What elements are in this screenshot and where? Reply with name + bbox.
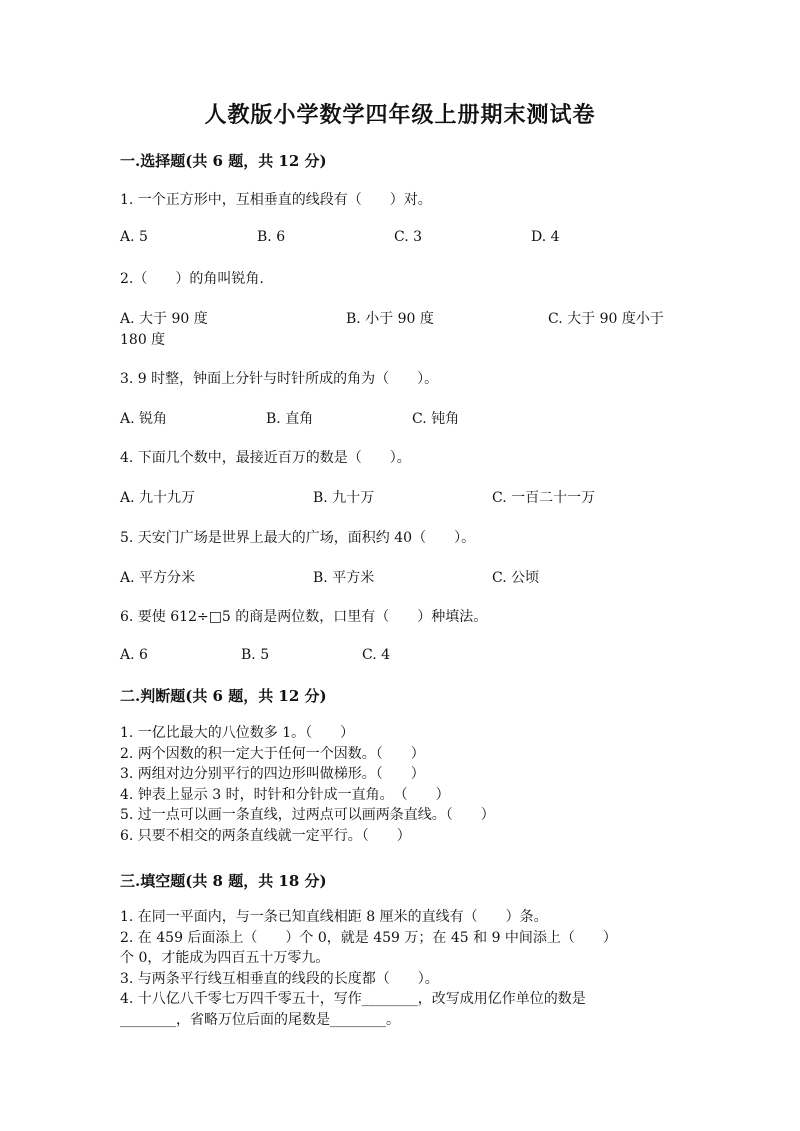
q2-option-c-continued: 180 度 (120, 332, 166, 348)
question-3: 3. 9 时整，钟面上分针与时针所成的角为（ ）。 (120, 371, 439, 387)
judge-item-5: 5. 过一点可以画一条直线，过两点可以画两条直线。（ ） (120, 807, 495, 823)
q5-option-c: C. 公顷 (492, 570, 540, 586)
q4-option-c: C. 一百二十一万 (492, 490, 596, 506)
q3-option-b: B. 直角 (266, 411, 314, 427)
q2-option-b: B. 小于 90 度 (346, 311, 434, 327)
q4-option-a: A. 九十九万 (120, 490, 196, 506)
section-header-choice: 一.选择题(共 6 题，共 12 分) (120, 152, 327, 170)
fill-item-1: 1. 在同一平面内，与一条已知直线相距 8 厘米的直线有（ ）条。 (120, 909, 548, 925)
judge-item-3: 3. 两组对边分别平行的四边形叫做梯形。（ ） (120, 766, 425, 782)
q1-option-c: C. 3 (394, 229, 423, 245)
judge-list (120, 723, 495, 846)
q6-option-b: B. 5 (241, 647, 270, 663)
fill-item-4: 4. 十八亿八千零七万四千零五十，写作________，改写成用亿作单位的数是 (120, 991, 586, 1007)
question-1: 1. 一个正方形中，互相垂直的线段有（ ）对。 (120, 192, 432, 208)
section-header-fill: 三.填空题(共 8 题，共 18 分) (120, 872, 327, 890)
q5-option-a: A. 平方分米 (120, 570, 196, 586)
fill-item-2-continued: 个 0，才能成为四百五十万零九。 (120, 950, 330, 966)
q3-option-a: A. 锐角 (120, 411, 168, 427)
q6-option-a: A. 6 (120, 647, 148, 663)
judge-item-6: 6. 只要不相交的两条直线就一定平行。（ ） (120, 827, 411, 844)
question-5: 5. 天安门广场是世界上最大的广场，面积约 40（ ）。 (120, 530, 476, 546)
q1-option-d: D. 4 (531, 229, 560, 245)
page-title: 人教版小学数学四年级上册期末测试卷 (204, 102, 596, 128)
judge-item-4: 4. 钟表上显示 3 时，时针和分针成一直角。 （ ） (120, 786, 450, 803)
q1-option-b: B. 6 (257, 229, 286, 245)
q6-option-c: C. 4 (362, 647, 391, 663)
q3-option-c: C. 钝角 (412, 411, 460, 427)
question-6: 6. 要使 612÷□5 的商是两位数，口里有（ ）种填法。 (120, 609, 488, 625)
q2-option-a: A. 大于 90 度 (120, 311, 208, 327)
question-4: 4. 下面几个数中，最接近百万的数是（ ）。 (120, 450, 411, 466)
fill-list (120, 907, 617, 1030)
q5-option-b: B. 平方米 (313, 570, 375, 586)
judge-item-2: 2. 两个因数的积一定大于任何一个因数。（ ） (120, 745, 425, 762)
q2-option-c: C. 大于 90 度小于 (548, 311, 664, 327)
q1-option-a: A. 5 (120, 229, 148, 245)
judge-item-1: 1. 一亿比最大的八位数多 1。（ ） (120, 725, 355, 741)
section-header-judge: 二.判断题(共 6 题，共 12 分) (120, 687, 327, 705)
fill-item-2: 2. 在 459 后面添上（ ）个 0，就是 459 万；在 45 和 9 中间添上（ ） (120, 929, 617, 946)
question-2: 2.（ ）的角叫锐角. (120, 271, 264, 287)
fill-item-3: 3. 与两条平行线互相垂直的线段的长度都（ ）。 (120, 970, 439, 987)
q4-option-b: B. 九十万 (313, 490, 375, 506)
fill-item-4-continued: ________，省略万位后面的尾数是________。 (120, 1011, 400, 1028)
